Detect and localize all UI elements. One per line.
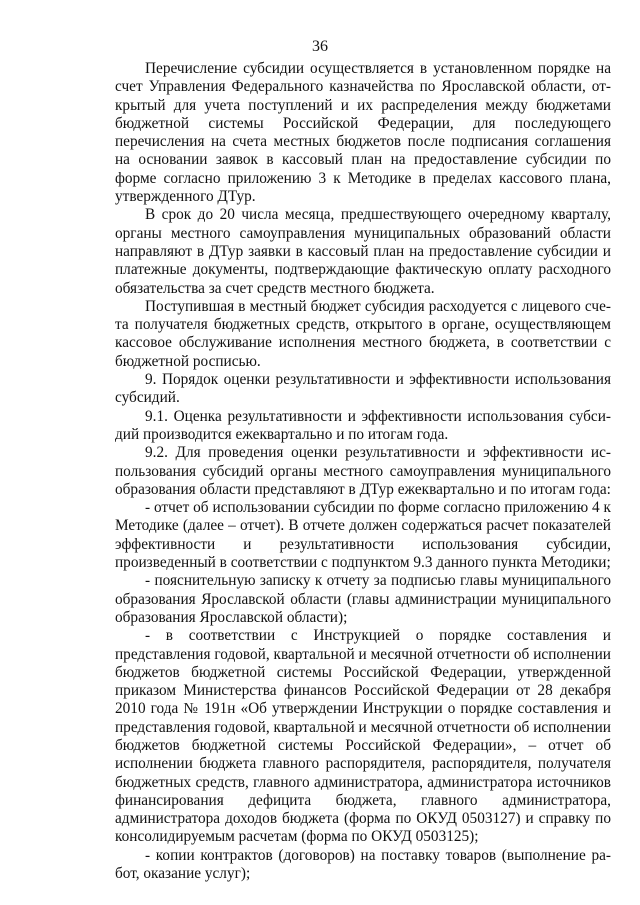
list-item-explanatory-note: - пояснительную записку к отчету за подписью главы муниципального образования Ярославской области (главы администрации муниципального образования Ярославской области); (115, 572, 611, 626)
paragraph-section-9-heading: 9. Порядок оценки результативности и эффективности использования субсидий. (115, 371, 611, 407)
paragraph-subsidy-spending: Поступившая в местный бюджет субсидия расходуется с лицевого счета получателя бюджетных средств, открытого в органе, осуществляющем кассовое обслуживание исполнения местного бюджета, в соответствии с бюджетной росписью. (115, 297, 611, 370)
list-item-contract-copies: - копии контрактов (договоров) на поставку товаров (выполнение работ, оказание услуг); (115, 846, 611, 883)
paragraph-9-2: 9.2. Для проведения оценки результативности и эффективности использования субсидий органы местного самоуправления муниципального образования области представляют в ДТур ежеквартально и по итогам года: (115, 444, 611, 498)
document-body (115, 60, 611, 883)
paragraph-application-deadline: В срок до 20 числа месяца, предшествующего очередному кварталу, органы местного самоуправления муниципальных образований области направляют в ДТур заявки в кассовый план на предоставление субсидии и платежные документы, подтверждающие фактическую оплату расходного обязательства за счет средств местного бюджета. (115, 206, 611, 297)
page-number: 36 (312, 38, 328, 55)
paragraph-9-1: 9.1. Оценка результативности и эффективности использования субсидий производится ежеквартально и по итогам года. (115, 407, 611, 443)
paragraph-subsidy-transfer: Перечисление субсидии осуществляется в установленном порядке на счет Управления Федерального казначейства по Ярославской области, открытый для учета поступлений и их распределения между бюджетами бюджетной системы Российской Федерации, для последующего перечисления на счета местных бюджетов после подписания соглашения на основании заявок в кассовый план на предоставление субсидии по форме согласно приложению 3 к Методике в пределах кассового плана, утвержденного ДТур. (115, 60, 611, 206)
list-item-instruction-report: - в соответствии с Инструкцией о порядке составления и представления годовой, квартальной и месячной отчетности об исполнении бюджетов бюджетной системы Российской Федерации, утвержденной приказом Министерства финансов Российской Федерации от 28 декабря 2010 года № 191н «Об утверждении Инструкции о порядке составления и представления годовой, квартальной и месячной отчетности об исполнении бюджетов бюджетной системы Российской Федерации», – отчет об исполнении бюджета главного распорядителя, распорядителя, получателя бюджетных средств, главного администратора, администратора источников финансирования дефицита бюджета, главного администратора, администратора доходов бюджета (форма по ОКУД 0503127) и справку по консолидируемым расчетам (форма по ОКУД 0503125); (115, 627, 611, 846)
list-item-report: - отчет об использовании субсидии по форме согласно приложению 4 к Методике (далее – отчет). В отчете должен содержаться расчет показателей эффективности и результативности использования субсидии, произведенный в соответствии с подпунктом 9.3 данного пункта Методики; (115, 499, 611, 572)
